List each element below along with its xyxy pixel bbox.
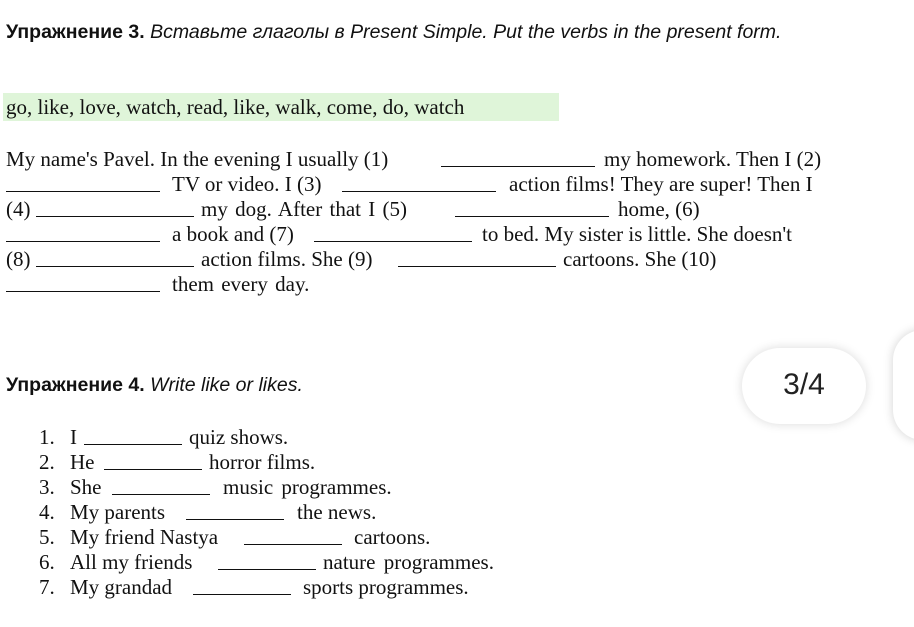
- answer-blank-5: [455, 216, 609, 217]
- list-item-number: 7.: [39, 575, 55, 599]
- answer-blank-10: [6, 291, 160, 292]
- list-item-subject: My parents: [70, 500, 166, 524]
- text-segment: a book and (7): [172, 222, 294, 246]
- list-item-rest: sports programmes.: [303, 575, 469, 599]
- exercise-3-label: Упражнение 3.: [6, 21, 145, 43]
- list-item-number: 2.: [39, 450, 55, 474]
- list-item-subject: He: [70, 450, 95, 474]
- answer-blank: [84, 444, 182, 445]
- list-item-rest: music programmes.: [223, 475, 392, 499]
- text-segment: home, (6): [618, 197, 700, 221]
- exercise-4-title: [6, 373, 303, 397]
- list-item-subject: All my friends: [70, 550, 193, 574]
- answer-blank-6: [6, 241, 160, 242]
- word-bank: [3, 93, 559, 121]
- text-segment: (8): [6, 247, 31, 271]
- text-segment: TV or video. I (3): [172, 172, 322, 196]
- answer-blank-4: [36, 216, 194, 217]
- exercise-4-instruction: Write like or likes.: [150, 374, 303, 396]
- page-indicator-text: 3/4: [783, 368, 825, 401]
- answer-blank: [193, 594, 291, 595]
- answer-blank: [104, 469, 202, 470]
- word-bank-text: go, like, love, watch, read, like, walk, come, do, watch: [6, 95, 465, 119]
- list-item-number: 4.: [39, 500, 55, 524]
- exercise-3-title: [6, 20, 846, 44]
- text-segment: my dog. After that I (5): [201, 197, 407, 221]
- list-item-number: 6.: [39, 550, 55, 574]
- list-item-rest: quiz shows.: [189, 425, 289, 449]
- text-segment: action films! They are super! Then I: [509, 172, 813, 196]
- list-item-subject: My friend Nastya: [70, 525, 219, 549]
- answer-blank-2: [6, 191, 160, 192]
- answer-blank-3: [342, 191, 496, 192]
- list-item-rest: cartoons.: [354, 525, 431, 549]
- list-item-subject: My grandad: [70, 575, 173, 599]
- list-item-rest: horror films.: [209, 450, 316, 474]
- text-segment: cartoons. She (10): [563, 247, 717, 271]
- next-page-button[interactable]: [893, 330, 914, 440]
- list-item-subject: I: [70, 425, 77, 449]
- text-segment: my homework. Then I (2): [604, 147, 822, 171]
- list-item-number: 5.: [39, 525, 55, 549]
- answer-blank-1: [441, 166, 595, 167]
- list-item-rest: nature programmes.: [323, 550, 494, 574]
- list-item-rest: the news.: [297, 500, 377, 524]
- answer-blank-7: [314, 241, 472, 242]
- text-segment: to bed. My sister is little. She doesn't: [482, 222, 793, 246]
- answer-blank: [186, 519, 284, 520]
- text-segment: them every day.: [172, 272, 310, 296]
- answer-blank: [218, 569, 316, 570]
- answer-blank: [244, 544, 342, 545]
- exercise-4-label: Упражнение 4.: [6, 374, 145, 396]
- list-item-number: 1.: [39, 425, 55, 449]
- list-item-subject: She: [70, 475, 102, 499]
- text-segment: action films. She (9): [201, 247, 373, 271]
- answer-blank: [112, 494, 210, 495]
- page-indicator: [742, 348, 866, 424]
- exercise-3-instruction: Вставьте глаголы в Present Simple. Put the verbs in the present form.: [150, 21, 782, 43]
- text-segment: My name's Pavel. In the evening I usually (1): [6, 147, 389, 171]
- list-item-number: 3.: [39, 475, 55, 499]
- answer-blank-8: [36, 266, 194, 267]
- answer-blank-9: [398, 266, 556, 267]
- text-segment: (4): [6, 197, 31, 221]
